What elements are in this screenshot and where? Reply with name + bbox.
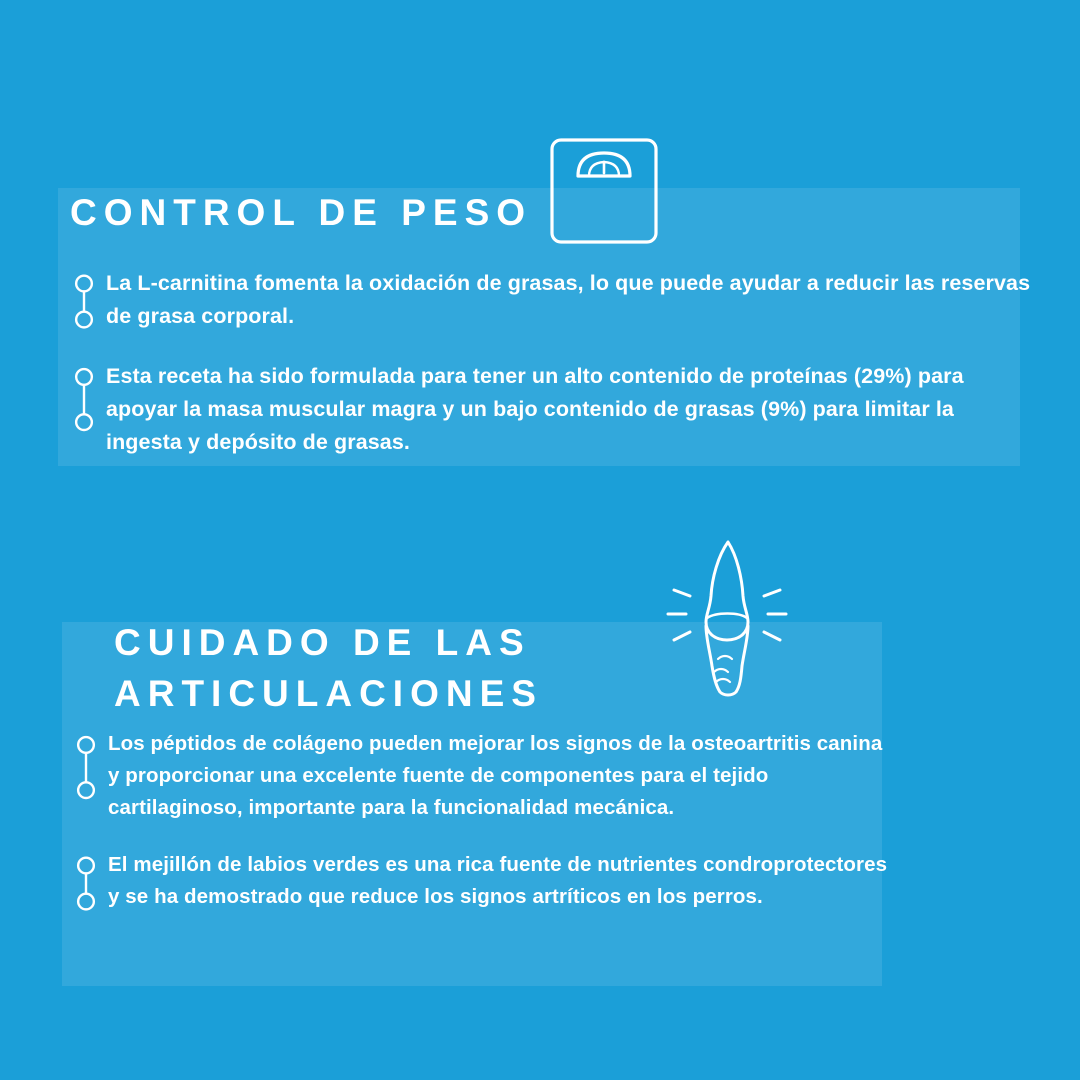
weight-control-bullet-list	[72, 267, 1032, 460]
list-item	[74, 728, 894, 823]
list-item	[74, 849, 894, 913]
list-item-text: Los péptidos de colágeno pueden mejorar los signos de la osteoartritis canina y proporcionar una excelente fuente de componentes para el tejido cartilaginoso, importante para la funcionalidad mecánica.	[108, 732, 883, 819]
list-item	[72, 360, 1032, 460]
bullet-marker-icon	[74, 728, 108, 802]
joint-bone-icon	[644, 534, 810, 700]
list-item-text: La L-carnitina fomenta la oxidación de grasas, lo que puede ayudar a reducir las reservas de grasa corporal.	[106, 271, 1031, 329]
bullet-marker-icon	[72, 360, 106, 434]
bullet-marker-icon	[74, 849, 108, 913]
bullet-marker-icon	[72, 267, 106, 331]
weight-control-heading: CONTROL DE PESO	[70, 192, 533, 233]
list-item-text: El mejillón de labios verdes es una rica fuente de nutrientes condroprotectores y se ha demostrado que reduce los signos artríticos en los perros.	[108, 853, 888, 909]
weight-scale-icon	[548, 136, 660, 246]
joint-care-bullet-list	[74, 728, 894, 913]
joint-care-heading-line1: CUIDADO DE LAS	[114, 622, 531, 663]
joint-care-heading-line2: ARTICULACIONES	[114, 673, 543, 715]
list-item	[72, 267, 1032, 334]
list-item-text: Esta receta ha sido formulada para tener un alto contenido de proteínas (29%) para apoyar la masa muscular magra y un bajo contenido de grasas (9%) para limitar la ingesta y depósito de grasas.	[106, 363, 964, 455]
joint-care-heading	[114, 622, 543, 715]
